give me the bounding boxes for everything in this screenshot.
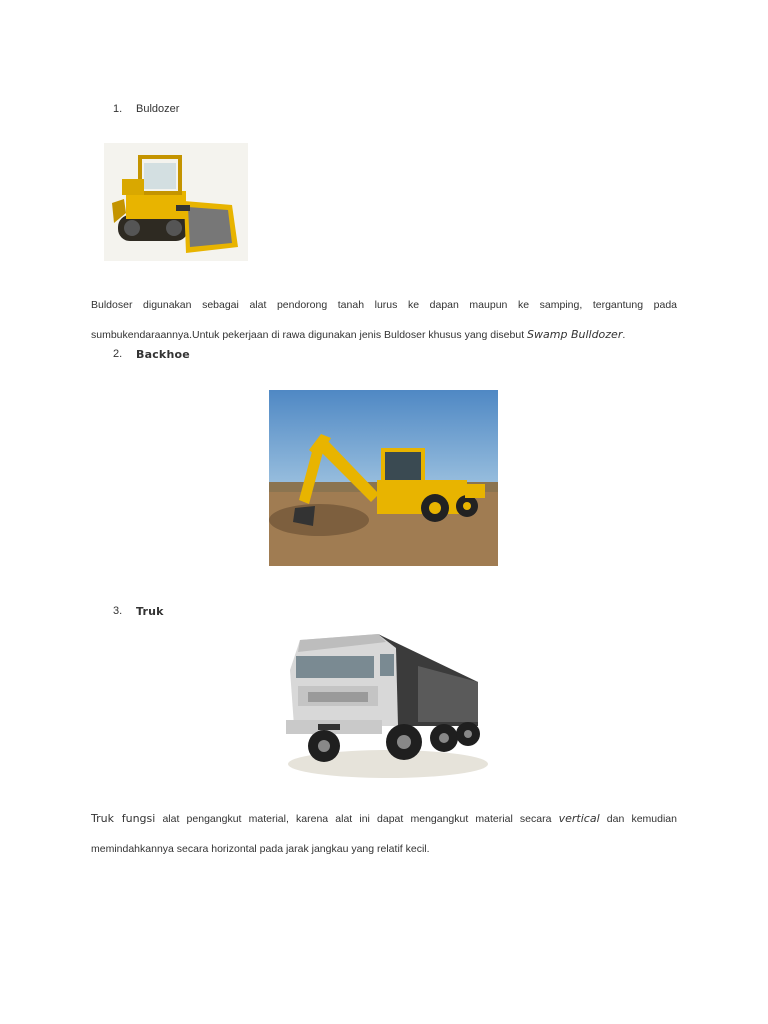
paragraph-line <box>91 804 677 834</box>
heading-buldozer: Buldozer <box>136 103 180 115</box>
paragraph-buldozer <box>91 290 677 350</box>
list-number-3: 3. <box>113 605 123 617</box>
heading-backhoe: Backhoe <box>136 348 190 361</box>
list-number-1: 1. <box>113 103 123 115</box>
paragraph-text: Truk <box>91 812 122 825</box>
paragraph-line: Buldoser digunakan sebagai alat pendorong tanah lurus ke dapan maupun ke samping, tergantung pada <box>91 299 677 311</box>
bulldozer-image <box>104 143 248 261</box>
paragraph-text: . <box>622 329 626 341</box>
paragraph-text: fungsi <box>121 812 156 825</box>
heading-truk: Truk <box>136 605 164 618</box>
paragraph-truk <box>91 804 677 864</box>
paragraph-line: memindahkannya secara horizontal pada jarak jangkau yang relatif kecil. <box>91 843 430 855</box>
backhoe-image <box>269 390 498 566</box>
italic-term: Swamp Bulldozer <box>527 328 623 341</box>
paragraph-text: alat pengangkut material, karena alat ini dapat mengangkut material secara <box>155 813 559 825</box>
paragraph-text: sumbukendaraannya.Untuk pekerjaan di rawa digunakan jenis Buldoser khusus yang disebut <box>91 329 528 341</box>
dump-truck-image <box>278 630 490 790</box>
list-number-2: 2. <box>113 348 123 360</box>
paragraph-text: dan kemudian <box>599 813 677 825</box>
paragraph-line <box>91 320 677 350</box>
italic-term: vertical <box>558 812 600 825</box>
